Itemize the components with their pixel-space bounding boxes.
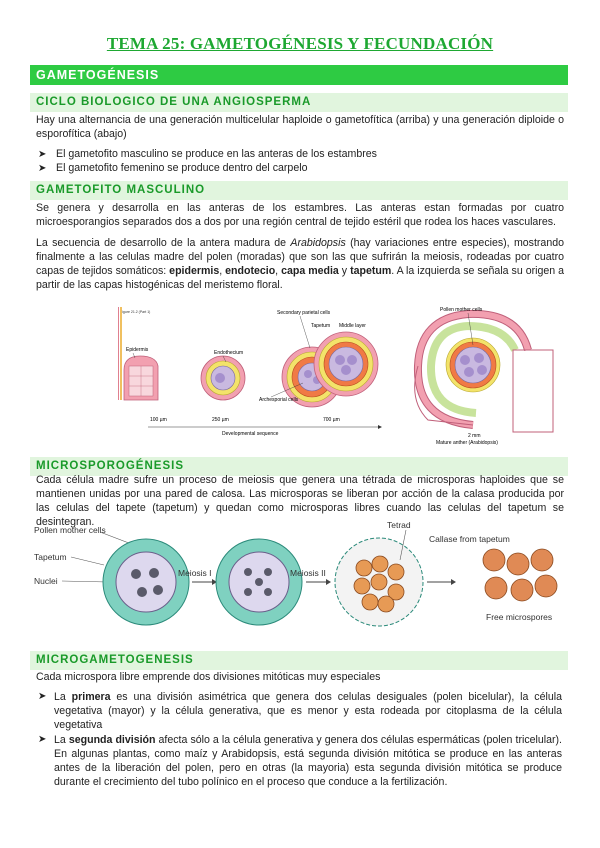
microsporogenesis-figure — [34, 520, 574, 638]
arrow-bullet-icon: ➤ — [38, 734, 47, 745]
term-capa-media: capa media — [281, 265, 339, 277]
page-title: TEMA 25: GAMETOGÉNESIS Y FECUNDACIÓN — [106, 34, 494, 53]
label-secondary-parietal: Secondary parietal cells — [277, 310, 331, 316]
meiosis-1-stage — [216, 539, 302, 625]
tetrad-stage — [335, 538, 423, 626]
b1-text: es una división asimétrica que genera dos celulas desiguales (polen bicelular), la célula vegetativa (mayor) y la célula generativa, que es menor y esta rodeada por citoplasma de la célula vegetativa — [54, 691, 562, 731]
label-pollen-mother: Pollen mother cells — [440, 307, 483, 313]
label-callase: Callase from tapetum — [429, 534, 510, 544]
ciclo-bullet-1 — [38, 147, 562, 162]
scale-3: 700 µm — [323, 417, 340, 423]
anther-stage-2 — [201, 356, 245, 400]
b1-pre: La — [54, 691, 72, 703]
microgameto-bullet-1 — [38, 690, 562, 732]
microsporo-text: Cada célula madre sufre un proceso de meiosis que genera una tétrada de microsporas haploides que se mantienen unidas por una pared de calosa. Las microsporas se liberan por acción de la calasa producida por las celulas del tapete (tapetum) y quedan como microsporas libres cuando las celulas del tapetum se desintegran. — [36, 474, 564, 528]
anther-development-figure — [118, 300, 568, 450]
p2-sep-2: , — [275, 265, 282, 277]
figure-header-small: Figure 21.2 (Part 1) — [120, 310, 151, 314]
subsection-bar-microsporo: MICROSPOROGÉNESIS — [30, 457, 568, 476]
label-tetrad: Tetrad — [387, 520, 411, 530]
arrow-bullet-icon: ➤ — [38, 691, 47, 702]
label-free-microspores: Free microspores — [486, 612, 553, 622]
ciclo-bullet-2-text: El gametofito femenino se produce dentro del carpelo — [56, 162, 308, 174]
label-tapetum: Tapetum — [311, 323, 331, 329]
label-archesporial: Archesporial cells — [259, 397, 299, 403]
section-bar-gametogenesis: GAMETOGÉNESIS — [30, 65, 568, 85]
subsection-bar-ciclo: CICLO BIOLOGICO DE UNA ANGIOSPERMA — [30, 93, 568, 112]
label-epidermis: Epidermis — [126, 347, 149, 353]
ciclo-text: Hay una alternancia de una generación multicelular haploide o gametofítica (arriba) y una generación diploide o esporofítica (abajo) — [36, 114, 564, 140]
anther-stage-4 — [314, 332, 378, 396]
term-segunda-division: segunda división — [68, 734, 156, 746]
gametofito-p2 — [36, 236, 564, 292]
label-developmental-sequence: Developmental sequence — [222, 431, 279, 437]
label-pollen-mother-cells: Pollen mother cells — [34, 525, 106, 535]
arrow-bullet-icon: ➤ — [38, 163, 47, 174]
subsection-bar-gametofito: GAMETOFITO MASCULINO — [30, 181, 568, 200]
label-tapetum: Tapetum — [34, 552, 67, 562]
b2-text: afecta sólo a la célula generativa y genera dos células espermáticas (polen tricelular). En algunas plantas, como maíz y Arabidopsis, está segunda división mitótica se produce en las anteras antes de la liberación del polen, pero en otras (la mayoria) esta segunda división mitótica se produce durante el crecimiento del tubo polínico en el proceso que conduce a la fertilización. — [54, 734, 562, 788]
p2-sep-1: , — [219, 265, 226, 277]
p2-sep-3: y — [338, 265, 351, 277]
anther-stage-1 — [124, 356, 158, 400]
scale-4: 2 mm — [468, 433, 481, 439]
free-microspores-stage — [483, 549, 557, 601]
pollen-mother-cell-stage — [103, 539, 189, 625]
term-endotecio: endotecio — [225, 265, 276, 277]
scale-1: 100 µm — [150, 417, 167, 423]
subsection-bar-microgameto: MICROGAMETOGENESIS — [30, 651, 568, 670]
p2-part-a: La secuencia de desarrollo de la antera madura de — [36, 237, 291, 249]
ciclo-bullet-2 — [38, 161, 562, 176]
mature-anther — [415, 314, 553, 432]
label-mature-anther: Mature anther (Arabidopsis) — [436, 440, 498, 446]
scale-2: 250 µm — [212, 417, 229, 423]
p2-part-c: . A la izquierda se señala su origen a partir de las capas histogénicas del meristemo floral. — [36, 265, 564, 291]
microgameto-intro: Cada microspora libre emprende dos divisiones mitóticas muy especiales — [36, 671, 381, 683]
label-middle-layer: Middle layer — [339, 323, 366, 329]
p2-italic: Arabidopsis — [290, 237, 346, 249]
term-primera: primera — [71, 691, 111, 703]
microgameto-bullet-2 — [38, 733, 562, 789]
label-nuclei: Nuclei — [34, 576, 58, 586]
label-endothecium: Endothecium — [214, 350, 244, 356]
arrow-bullet-icon: ➤ — [38, 149, 47, 160]
term-tapetum: tapetum — [350, 265, 392, 277]
label-meiosis-1: Meiosis I — [178, 568, 212, 578]
ciclo-bullet-1-text: El gametofito masculino se produce en las anteras de los estambres — [56, 148, 377, 160]
p2-part-b: (hay variaciones entre especies), mostrando finalmente a las celulas madre del polen (moradas) que son las que sufrirán la meiosis, rodeadas por cuatro capas de tejidos somáticos: — [36, 237, 564, 277]
gametofito-p1: Se genera y desarrolla en las anteras de los estambres. Las anteras estan formadas por cuatro microesporangios separados dos a dos por una región central de tejido estéril que rodea los haces vasculares. — [36, 202, 564, 228]
label-meiosis-2: Meiosis II — [290, 568, 326, 578]
b2-pre: La — [54, 734, 69, 746]
term-epidermis: epidermis — [169, 265, 220, 277]
